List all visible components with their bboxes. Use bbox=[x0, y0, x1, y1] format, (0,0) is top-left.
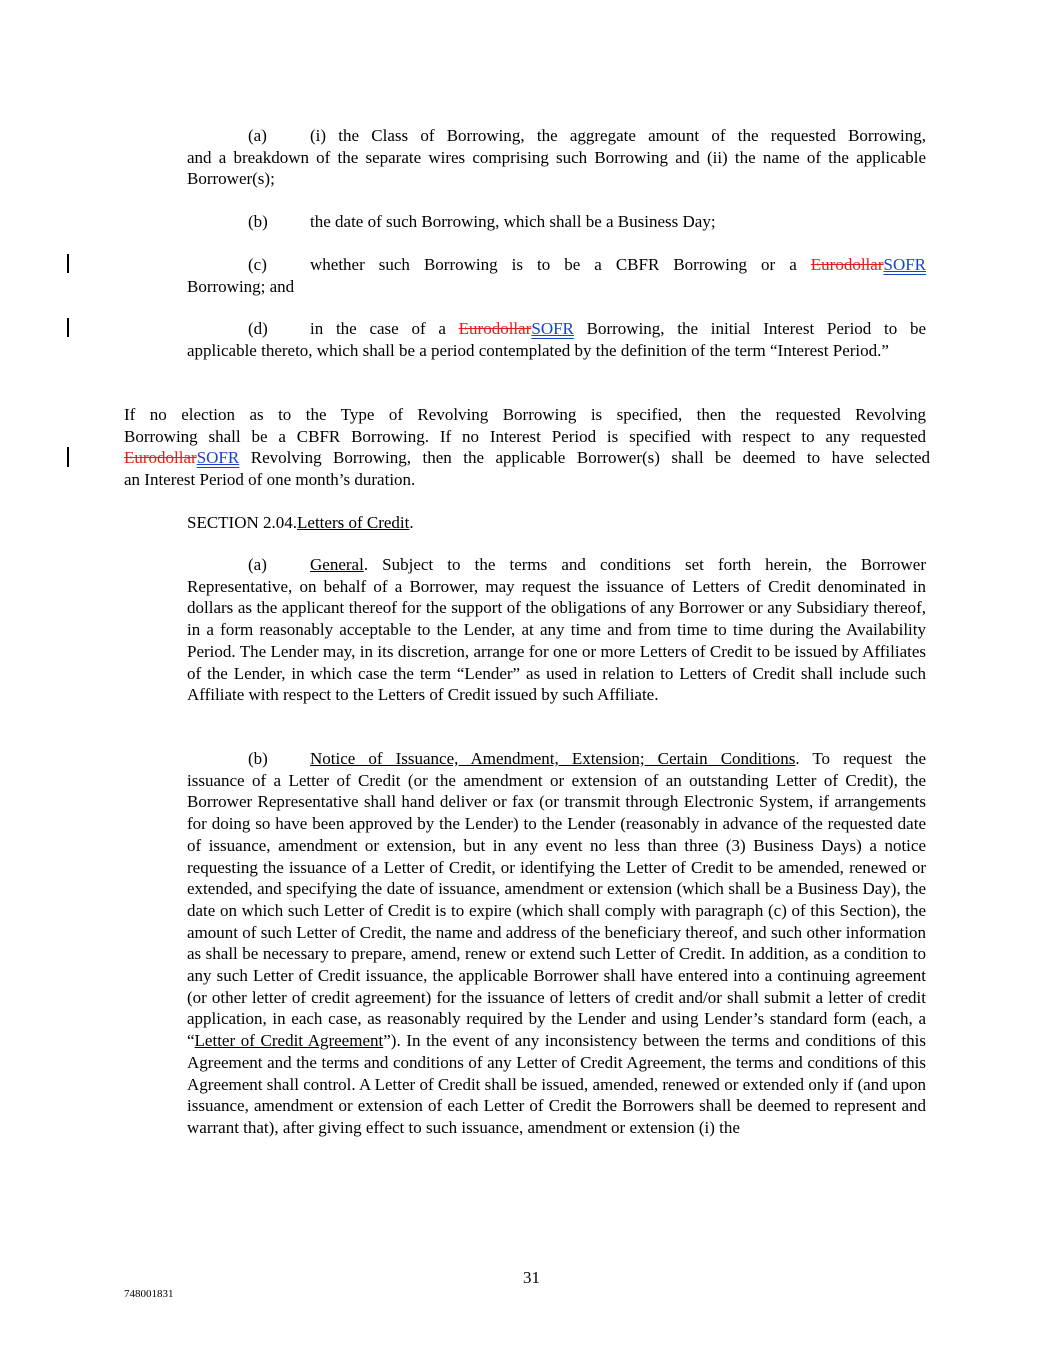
section-number: SECTION 2.04. bbox=[187, 513, 298, 532]
item-d-text-rest: applicable thereto, which shall be a period contemplated by the definition of the term “Interest Period.” bbox=[187, 340, 889, 360]
page-number: 31 bbox=[523, 1268, 540, 1287]
item-c bbox=[187, 254, 926, 297]
subsection-a-heading: General bbox=[310, 555, 364, 574]
item-c-label: (c) bbox=[248, 255, 267, 274]
change-bar bbox=[67, 318, 69, 337]
defined-term-letter-of-credit-agreement: Letter of Credit Agreement bbox=[194, 1031, 384, 1051]
subsection-b-label: (b) bbox=[248, 749, 268, 768]
body-line-2: Borrowing shall be a CBFR Borrowing. If no Interest Period is specified with respect to any requested bbox=[124, 426, 926, 446]
item-b-label: (b) bbox=[248, 212, 268, 231]
item-a-text-rest: and a breakdown of the separate wires comprising such Borrowing and (ii) the name of the applicable Borrower(s); bbox=[187, 147, 926, 189]
item-d-first-line bbox=[187, 318, 926, 340]
document-id: 748001831 bbox=[124, 1288, 174, 1300]
deleted-text-eurodollar: Eurodollar bbox=[124, 448, 197, 468]
subsection-a-first-line bbox=[187, 554, 926, 576]
item-d bbox=[187, 318, 926, 361]
subsection-a-label: (a) bbox=[248, 555, 267, 574]
subsection-b-heading: Notice of Issuance, Amendment, Extension; Certain Conditions bbox=[310, 749, 796, 768]
subsection-a-text-rest: Representative, on behalf of a Borrower, may request the issuance of Letters of Credit denominated in dollars as the applicant thereof for the support of the obligations of any Borrower or any Subsidiary thereof, in a form reasonably acceptable to the Lender, at any time and from time to time during the Availability Period. The Lender may, in its discretion, arrange for one or more Letters of Credit to be issued by Affiliates of the Lender, in which case the term “Lender” as used in relation to Letters of Credit shall include such Affiliate with respect to the Letters of Credit issued by such Affiliate. bbox=[187, 576, 926, 705]
item-a-text: (i) the Class of Borrowing, the aggregate amount of the requested Borrowing, bbox=[310, 126, 926, 145]
item-d-label: (d) bbox=[248, 319, 268, 338]
item-b bbox=[248, 211, 926, 233]
subsection-a-text: . Subject to the terms and conditions set forth herein, the Borrower bbox=[363, 555, 926, 574]
body-line-3-text: Revolving Borrowing, then the applicable Borrower(s) shall be deemed to have selected bbox=[250, 448, 930, 468]
inserted-text-sofr: SOFR bbox=[883, 255, 927, 274]
deleted-text-eurodollar: Eurodollar bbox=[458, 319, 532, 338]
body-line-1: If no election as to the Type of Revolving Borrowing is specified, then the requested Revolving bbox=[124, 405, 926, 424]
change-bar bbox=[67, 254, 69, 273]
item-d-text-continued: Borrowing, the initial Interest Period to be bbox=[586, 319, 927, 338]
body-line-3 bbox=[124, 447, 930, 469]
subsection-b-text-rest: issuance of a Letter of Credit (or the amendment or extension of an outstanding Letter of Credit), the Borrower Representative shall hand deliver or fax (or transmit through Electronic System, if arrangements for doing so have been approved by the Lender) to the Lender (reasonably in advance of the requested date of issuance, amendment or extension, but in any event no less than three (3) Business Days) a notice requesting the issuance of a Letter of Credit, or identifying the Letter of Credit to be amended, renewed or extended, and specifying the date of issuance, amendment or extension (which shall be a Business Day), the date on which such Letter of Credit is to expire (which shall comply with paragraph (c) of this Section), the amount of such Letter of Credit, the name and address of the beneficiary thereof, and such other information as shall be necessary to prepare, amend, renew or extend such Letter of Credit. In addition, as a condition to any such Letter of Credit issuance, the applicable Borrower shall have entered into a continuing agreement (or other letter of credit agreement) for the issuance of letters of credit and/or shall submit a letter of credit application, in each case, as reasonably required by the Lender and using Lender’s standard form (each, a “Letter of Credit Agreement”). In the event of any inconsistency between the terms and conditions of this Agreement and the terms and conditions of any Letter of Credit Agreement, the terms and conditions of this Agreement shall control. A Letter of Credit shall be issued, amended, renewed or extended only if (and upon issuance, amendment or extension of each Letter of Credit the Borrowers shall be deemed to represent and warrant that), after giving effect to such issuance, amendment or extension (i) the bbox=[187, 770, 926, 1137]
item-a bbox=[187, 125, 926, 190]
item-c-text: whether such Borrowing is to be a CBFR Borrowing or a bbox=[310, 255, 797, 274]
change-bar bbox=[67, 447, 69, 467]
item-a-first-line bbox=[187, 125, 926, 147]
inserted-text-sofr: SOFR bbox=[531, 319, 574, 338]
item-c-text-rest: Borrowing; and bbox=[187, 276, 295, 296]
body-paragraph bbox=[124, 404, 930, 491]
inserted-text-sofr: SOFR bbox=[196, 448, 240, 468]
item-d-text: in the case of a bbox=[310, 319, 446, 338]
item-c-first-line bbox=[187, 254, 926, 276]
subsection-b-first-line bbox=[187, 748, 926, 770]
body-line-4: an Interest Period of one month’s duration. bbox=[124, 470, 416, 490]
section-title: Letters of Credit bbox=[297, 513, 410, 532]
subsection-a bbox=[187, 554, 926, 706]
subsection-b-text: . To request the bbox=[795, 749, 926, 768]
deleted-text-eurodollar: Eurodollar bbox=[810, 255, 884, 274]
item-b-text: the date of such Borrowing, which shall be a Business Day; bbox=[310, 212, 716, 231]
subsection-b bbox=[187, 748, 926, 1139]
item-a-label: (a) bbox=[248, 126, 267, 145]
section-heading: SECTION 2.04.Letters of Credit. bbox=[187, 513, 414, 532]
